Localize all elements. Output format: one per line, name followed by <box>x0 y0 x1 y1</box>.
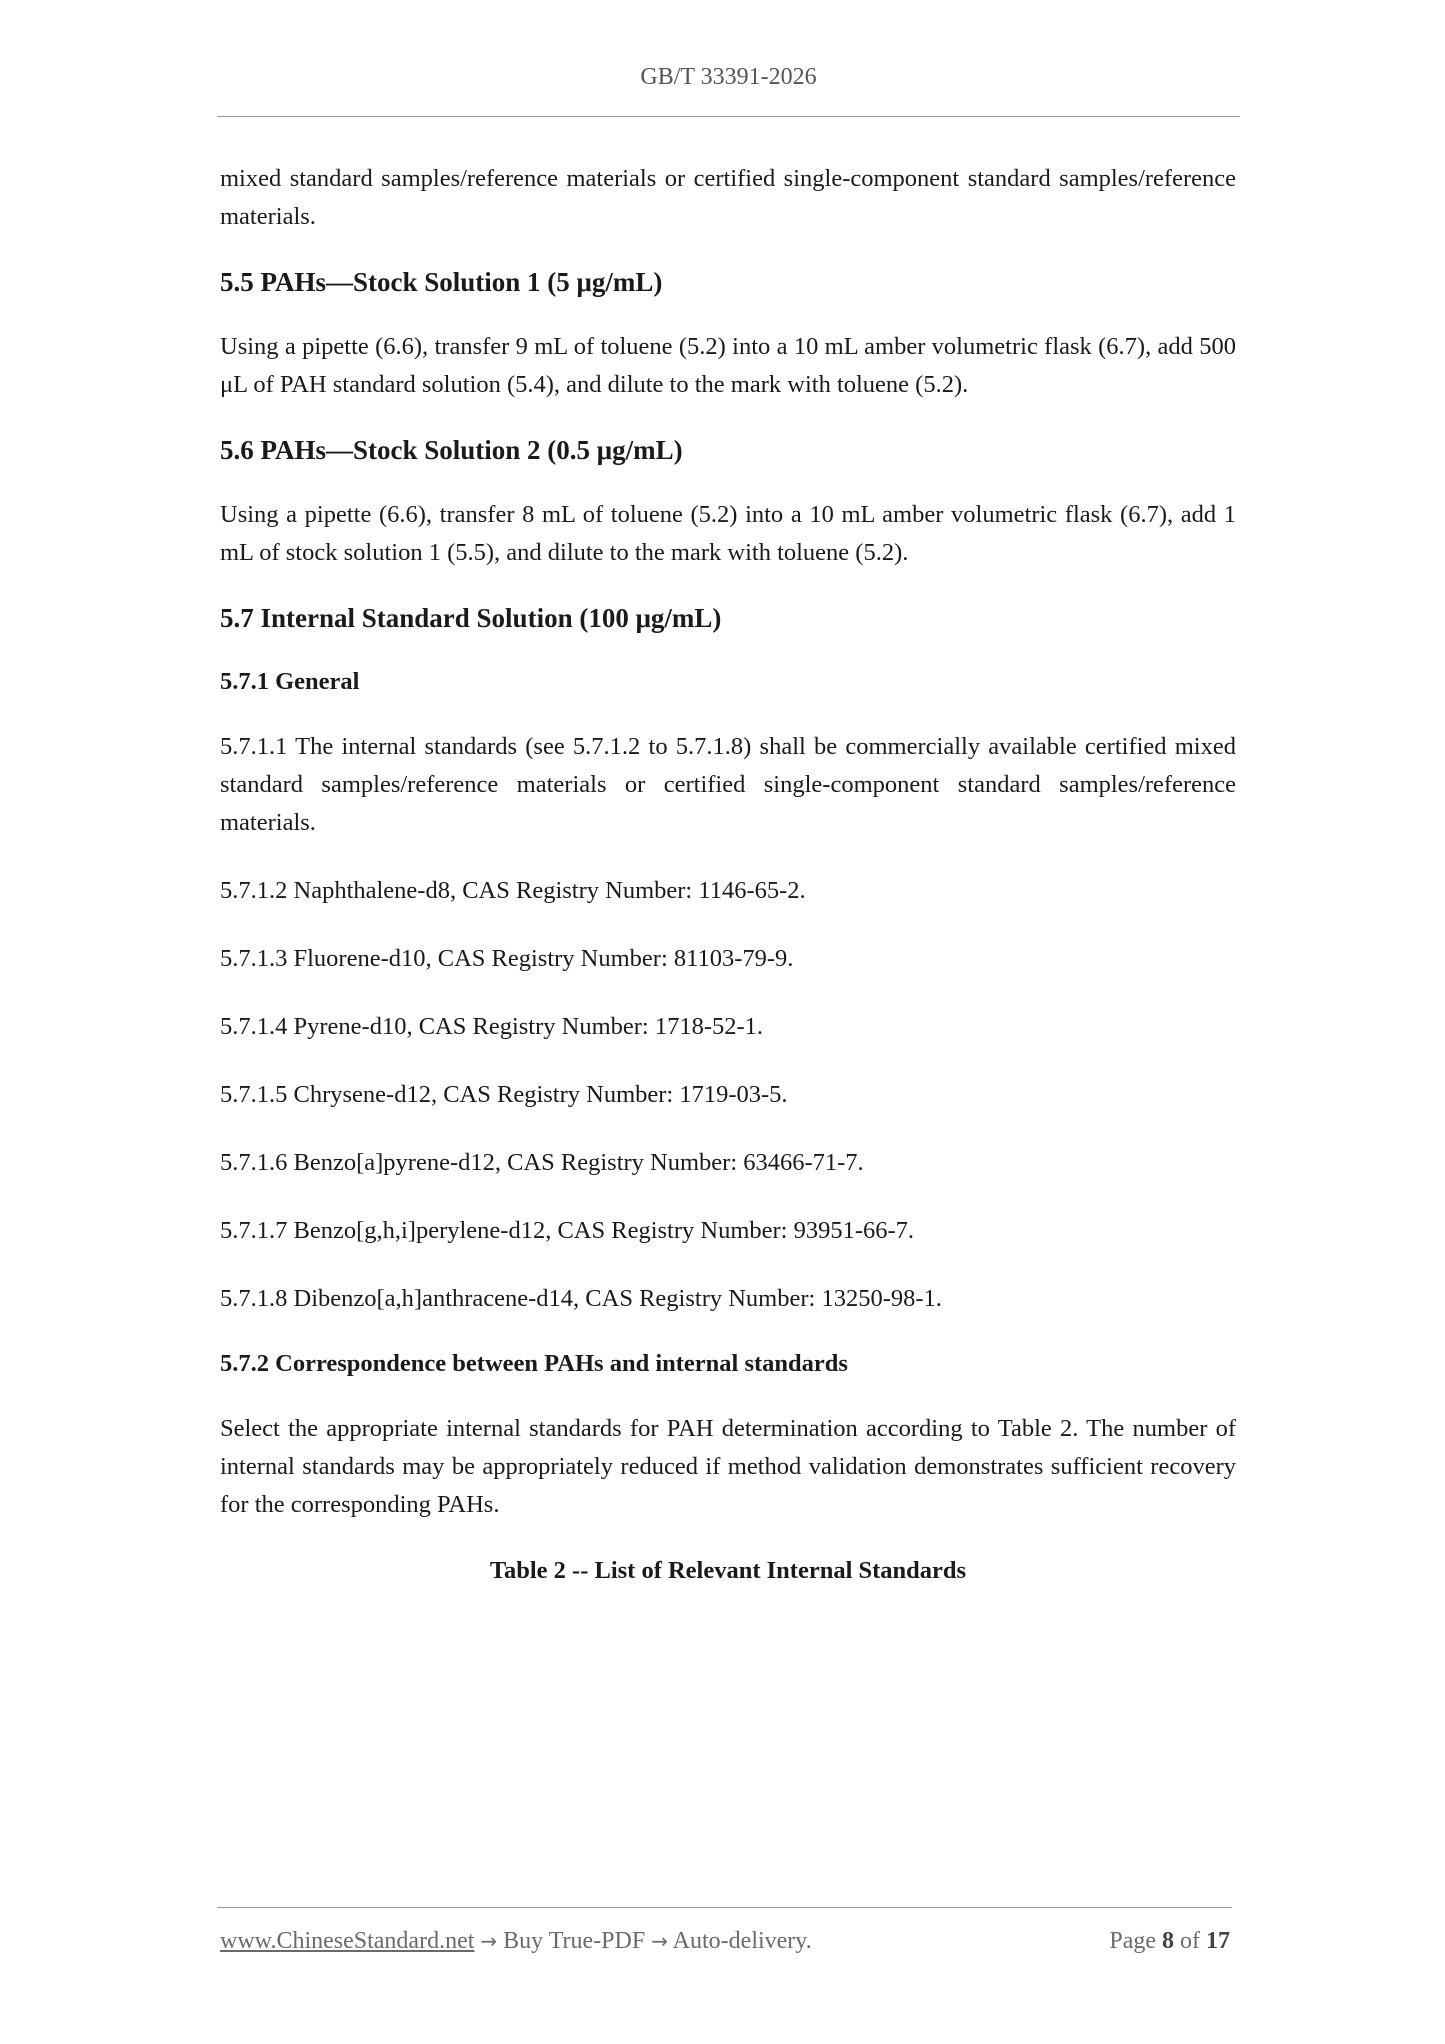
header-divider <box>217 116 1240 117</box>
document-body <box>220 160 1236 1590</box>
section-5-6-paragraph: Using a pipette (6.6), transfer 8 mL of toluene (5.2) into a 10 mL amber volumetric flask (6.7), add 1 mL of stock solution 1 (5.5), and dilute to the mark with toluene (5.2). <box>220 501 1236 566</box>
section-5-5-heading: 5.5 PAHs—Stock Solution 1 (5 μg/mL) <box>220 267 663 297</box>
table-2-title: Table 2 -- List of Relevant Internal Standards <box>489 1557 967 1584</box>
page-number <box>1109 1928 1230 1955</box>
footer-divider <box>217 1907 1232 1908</box>
section-5-6-heading: 5.6 PAHs—Stock Solution 2 (0.5 μg/mL) <box>220 435 683 465</box>
page-total: 17 <box>1206 1928 1230 1954</box>
clause-5-7-1-2: 5.7.1.2 Naphthalene-d8, CAS Registry Number: 1146-65-2. <box>220 877 806 904</box>
page-header-doc-code: GB/T 33391-2026 <box>640 64 817 90</box>
page-label: Page <box>1109 1928 1156 1954</box>
section-5-7-1-heading: 5.7.1 General <box>220 668 360 695</box>
auto-delivery-text: Auto-delivery. <box>672 1928 812 1954</box>
clause-5-7-1-7: 5.7.1.7 Benzo[g,h,i]perylene-d12, CAS Registry Number: 93951-66-7. <box>220 1217 915 1244</box>
page-current: 8 <box>1162 1928 1174 1954</box>
arrow-right-icon: → <box>480 1929 498 1953</box>
page-of-label: of <box>1180 1928 1200 1954</box>
arrow-right-icon: → <box>651 1929 668 1953</box>
section-5-5-paragraph: Using a pipette (6.6), transfer 9 mL of toluene (5.2) into a 10 mL amber volumetric flask (6.7), add 500 μL of PAH standard solution (5.4), and dilute to the mark with toluene (5.2). <box>220 333 1236 398</box>
clause-5-7-1-1: 5.7.1.1 The internal standards (see 5.7.1.2 to 5.7.1.8) shall be commercially available certified mixed standard samples/reference materials or certified single-component standard samples/reference materials. <box>220 733 1236 836</box>
clause-5-7-1-8: 5.7.1.8 Dibenzo[a,h]anthracene-d14, CAS Registry Number: 13250-98-1. <box>220 1285 942 1312</box>
clause-5-7-1-6: 5.7.1.6 Benzo[a]pyrene-d12, CAS Registry Number: 63466-71-7. <box>220 1149 864 1176</box>
clause-5-7-1-3: 5.7.1.3 Fluorene-d10, CAS Registry Number: 81103-79-9. <box>220 945 794 972</box>
clause-5-7-1-4: 5.7.1.4 Pyrene-d10, CAS Registry Number: 1718-52-1. <box>220 1013 764 1040</box>
section-5-7-2-paragraph: Select the appropriate internal standards for PAH determination according to Table 2. The number of internal standards may be appropriately reduced if method validation demonstrates sufficient recovery for the corresponding PAHs. <box>220 1415 1236 1518</box>
footer-promo <box>220 1928 812 1955</box>
section-5-7-2-heading: 5.7.2 Correspondence between PAHs and internal standards <box>220 1350 848 1377</box>
section-5-7-heading: 5.7 Internal Standard Solution (100 μg/mL) <box>220 603 722 633</box>
site-link[interactable]: www.ChineseStandard.net <box>220 1928 475 1954</box>
buy-true-pdf-text: Buy True-PDF <box>503 1928 646 1954</box>
continuation-paragraph: mixed standard samples/reference materials or certified single-component standard samples/reference materials. <box>220 165 1236 230</box>
clause-5-7-1-5: 5.7.1.5 Chrysene-d12, CAS Registry Number: 1719-03-5. <box>220 1081 788 1108</box>
